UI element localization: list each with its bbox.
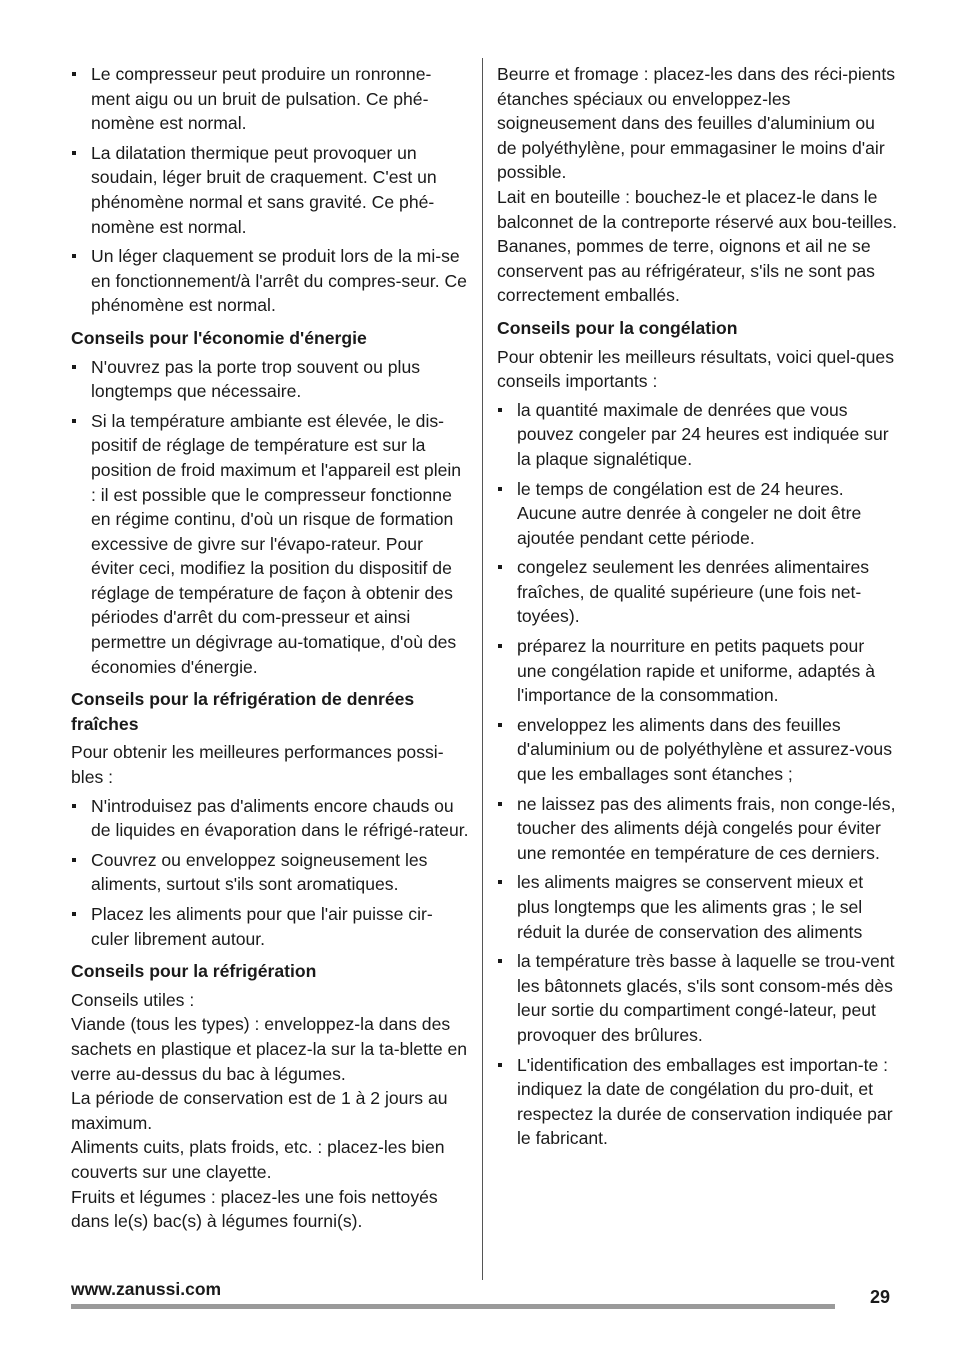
- intro-bullet-list: [71, 62, 469, 318]
- page-number: 29: [870, 1287, 891, 1307]
- list-item: Un léger claquement se produit lors de la mi-se en fonctionnement/à l'arrêt du compres-seur. Ce phénomène est normal.: [71, 244, 469, 318]
- list-item: Si la température ambiante est élevée, le dis-positif de réglage de température est sur la position de froid maximum et l'appareil est plein : il est possible que le compresseur fonctionne en régime continu, d'où un risque de formation excessive de givre sur l'évapo-rateur. Pour éviter ceci, modifiez la position du dispositif de réglage de température de façon à obtenir des périodes d'arrêt du com-presseur et ainsi permettre un dégivrage au-tomatique, d'où des économies d'énergie.: [71, 409, 469, 680]
- energy-heading: Conseils pour l'économie d'énergie: [71, 327, 367, 348]
- refrigeration-paragraph: Fruits et légumes : placez-les une fois nettoyés dans le(s) bac(s) à légumes fourni(s).: [71, 1186, 438, 1232]
- freezing-heading: Conseils pour la congélation: [497, 317, 738, 338]
- footer-website-link[interactable]: www.zanussi.com: [71, 1279, 222, 1299]
- fresh-food-bullet-list: [71, 794, 469, 952]
- refrigeration-paragraph: Conseils utiles :: [71, 989, 195, 1010]
- refrigeration-paragraph: Bananes, pommes de terre, oignons et ail ne se conservent pas au réfrigérateur, s'ils ne sont pas correctement emballés.: [497, 236, 875, 306]
- list-item: N'introduisez pas d'aliments encore chauds ou de liquides en évaporation dans le réfrigé-rateur.: [71, 794, 469, 843]
- list-item: Placez les aliments pour que l'air puisse cir-culer librement autour.: [71, 902, 469, 951]
- list-item: les aliments maigres se conservent mieux et plus longtemps que les aliments gras ; le sel réduit la durée de conservation des aliments: [497, 870, 897, 944]
- refrigeration-paragraph: Beurre et fromage : placez-les dans des réci-pients étanches spéciaux ou enveloppez-les soigneusement dans des feuilles d'aluminium ou de polyéthylène, pour emmagasiner le moins d'air possible.: [497, 64, 896, 183]
- list-item: préparez la nourriture en petits paquets pour une congélation rapide et uniforme, adaptés à l'importance de la consommation.: [497, 634, 897, 708]
- right-column: [497, 62, 897, 1156]
- energy-bullet-list: [71, 355, 469, 680]
- list-item: la température très basse à laquelle se trou-vent les bâtonnets glacés, s'ils sont consom-més dès leur sortie du compartiment congé-lateur, peut provoquer des brûlures.: [497, 949, 897, 1047]
- freezing-intro: Pour obtenir les meilleurs résultats, voici quel-ques conseils importants :: [497, 346, 895, 392]
- list-item: Couvrez ou enveloppez soigneusement les aliments, surtout s'ils sont aromatiques.: [71, 848, 469, 897]
- refrigeration-paragraph: Lait en bouteille : bouchez-le et placez-le dans le balconnet de la contreporte réservé aux bou-teilles.: [497, 186, 898, 232]
- refrigeration-heading: Conseils pour la réfrigération: [71, 961, 317, 982]
- list-item: Le compresseur peut produire un ronronne-ment aigu ou un bruit de pulsation. Ce phé-nomène est normal.: [71, 62, 469, 136]
- list-item: L'identification des emballages est importan-te : indiquez la date de congélation du pro-duit, et respectez la durée de conservation indiquée par le fabricant.: [497, 1053, 897, 1151]
- refrigeration-paragraph: Aliments cuits, plats froids, etc. : placez-les bien couverts sur une clayette.: [71, 1137, 445, 1182]
- list-item: enveloppez les aliments dans des feuilles d'aluminium ou de polyéthylène et assurez-vous que les emballages sont étanches ;: [497, 713, 897, 787]
- fresh-food-intro: Pour obtenir les meilleures performances possi-bles :: [71, 742, 444, 788]
- list-item: La dilatation thermique peut provoquer un soudain, léger bruit de craquement. C'est un phénomène normal et sans gravité. Ce phé-nomène est normal.: [71, 141, 469, 239]
- list-item: congelez seulement les denrées alimentaires fraîches, de qualité supérieure (une fois net-toyées).: [497, 555, 897, 629]
- freezing-bullet-list: [497, 398, 897, 1151]
- left-column: [71, 62, 469, 1234]
- column-divider: [482, 58, 483, 1280]
- refrigeration-paragraph: Viande (tous les types) : enveloppez-la dans des sachets en plastique et placez-la sur la ta-blette en verre au-dessus du bac à légumes.: [71, 1014, 468, 1084]
- footer-rule: [71, 1304, 835, 1309]
- list-item: ne laissez pas des aliments frais, non conge-lés, toucher des aliments déjà congelés pour éviter une remontée en température de ces derniers.: [497, 792, 897, 866]
- list-item: le temps de congélation est de 24 heures. Aucune autre denrée à congeler ne doit être ajoutée pendant cette période.: [497, 477, 897, 551]
- list-item: la quantité maximale de denrées que vous pouvez congeler par 24 heures est indiquée sur la plaque signalétique.: [497, 398, 897, 472]
- list-item: N'ouvrez pas la porte trop souvent ou plus longtemps que nécessaire.: [71, 355, 469, 404]
- fresh-food-heading: Conseils pour la réfrigération de denrées fraîches: [71, 689, 415, 734]
- refrigeration-paragraph: La période de conservation est de 1 à 2 jours au maximum.: [71, 1088, 448, 1133]
